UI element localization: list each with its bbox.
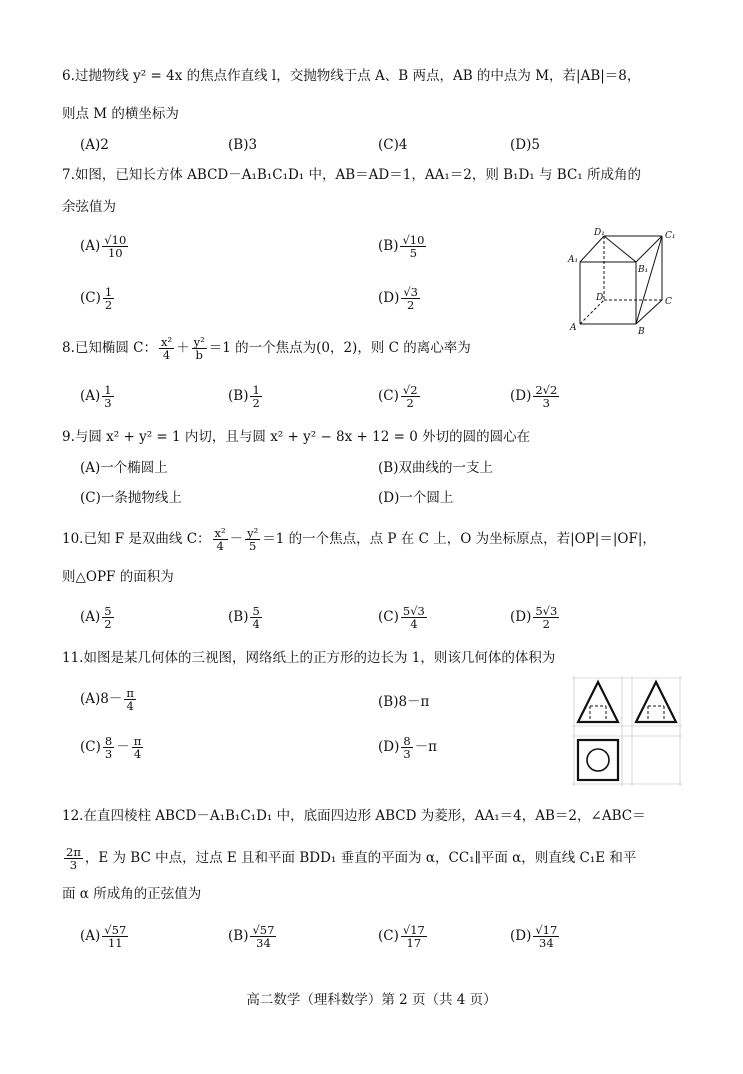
q7-option-c: (C) $\frac{1}{2}$ (80, 285, 113, 312)
fig-label-d: D (596, 293, 604, 303)
q12-option-c: (C) $\frac{√17}{17}$ (378, 923, 425, 950)
q9-option-d: (D)一个圆上 (378, 490, 454, 506)
q11-option-a: (A)8－ $\frac{\pi}{4}$ (80, 686, 134, 713)
q6-stem: 6.过抛物线 y² = 4x 的焦点作直线 l，交抛物线于点 A、B 两点，AB 的中点为 M，若|AB|＝8， (62, 68, 641, 84)
q6-option-b: (B)3 (228, 137, 258, 153)
q11-three-view-figure (570, 674, 686, 788)
q11-option-b: (B)8－π (378, 694, 430, 710)
page-footer: 高二数学（理科数学）第 2 页（共 4 页） (246, 992, 497, 1008)
fig-label-a: A (570, 323, 577, 333)
fig-label-b: B (638, 327, 645, 337)
fig-label-b1: B₁ (638, 265, 649, 275)
q9-option-b: (B)双曲线的一支上 (378, 460, 493, 476)
q10-option-b: (B) $\frac{5}{4}$ (228, 604, 260, 631)
q8-stem: 8.已知椭圆 C： $\frac{\text{x²}}{4}$ ＋ $\frac{\text{y²}}{b}$ ＝1 的一个焦点为(0，2)，则 C 的离心率为 (62, 335, 471, 362)
q9-option-c: (C)一条抛物线上 (80, 490, 182, 506)
fig-label-c1: C₁ (665, 231, 676, 241)
q6-option-d: (D)5 (510, 137, 540, 153)
q8-option-c: (C) $\frac{√2}{2}$ (378, 383, 418, 410)
q9-stem: 9.与圆 x² + y² = 1 内切，且与圆 x² + y² − 8x + 12 = 0 外切的圆的圆心在 (62, 429, 531, 445)
q8-option-a: (A) $\frac{1}{3}$ (80, 383, 112, 410)
q7-stem: 7.如图，已知长方体 ABCD－A₁B₁C₁D₁ 中，AB＝AD＝1，AA₁＝2，则 B₁D₁ 与 BC₁ 所成角的 (62, 167, 641, 183)
q8-option-b: (B) $\frac{1}{2}$ (228, 383, 260, 410)
q10-option-a: (A) $\frac{5}{2}$ (80, 604, 112, 631)
q10-stem: 10.已知 F 是双曲线 C： $\frac{\text{x²}}{4}$ － $\frac{\text{y²}}{5}$ ＝1 的一个焦点，点 P 在 C 上，O 为坐标原点，若|OP|＝|OF|， (62, 526, 656, 553)
q12-stem: 12.在直四棱柱 ABCD－A₁B₁C₁D₁ 中，底面四边形 ABCD 为菱形，AA₁＝4，AB＝2，∠ABC＝ (62, 808, 646, 824)
q11-option-c: (C) $\frac{8}{3}$ － $\frac{\pi}{4}$ (80, 734, 142, 761)
q6-option-c: (C)4 (378, 137, 408, 153)
fig-label-d1: D₁ (594, 228, 605, 238)
q10-option-d: (D) $\frac{5√3}{2}$ (510, 604, 558, 631)
fig-label-a1: A₁ (568, 255, 579, 265)
q7-option-a: (A) $\frac{√10}{10}$ (80, 233, 127, 260)
q8-option-d: (D) $\frac{2√2}{3}$ (510, 383, 558, 410)
q11-stem: 11.如图是某几何体的三视图，网络纸上的正方形的边长为 1，则该几何体的体积为 (62, 650, 556, 666)
q6-option-a: (A)2 (80, 137, 109, 153)
q11-option-d: (D) $\frac{8}{3}$ －π (378, 734, 438, 761)
q12-option-a: (A) $\frac{√57}{11}$ (80, 923, 127, 950)
fig-label-c: C (665, 297, 672, 307)
q9-option-a: (A)一个椭圆上 (80, 460, 168, 476)
q10-stem-2: 则△OPF 的面积为 (62, 569, 174, 585)
q12-option-d: (D) $\frac{√17}{34}$ (510, 923, 558, 950)
q7-prism-figure (566, 226, 686, 338)
q7-stem-2: 余弦值为 (62, 199, 116, 215)
q12-stem-3: 面 α 所成角的正弦值为 (62, 886, 202, 902)
q7-option-b: (B) $\frac{√10}{5}$ (378, 233, 425, 260)
q7-option-d: (D) $\frac{√3}{2}$ (378, 285, 419, 312)
q6-stem-2: 则点 M 的横坐标为 (62, 106, 179, 122)
q12-option-b: (B) $\frac{√57}{34}$ (228, 923, 275, 950)
q10-option-c: (C) $\frac{5√3}{4}$ (378, 604, 425, 631)
q12-stem-2: $\frac{2\pi}{3}$ ，E 为 BC 中点，过点 E 且和平面 BDD₁ 垂直的平面为 α，CC₁∥平面 α，则直线 C₁E 和平 (66, 845, 637, 872)
